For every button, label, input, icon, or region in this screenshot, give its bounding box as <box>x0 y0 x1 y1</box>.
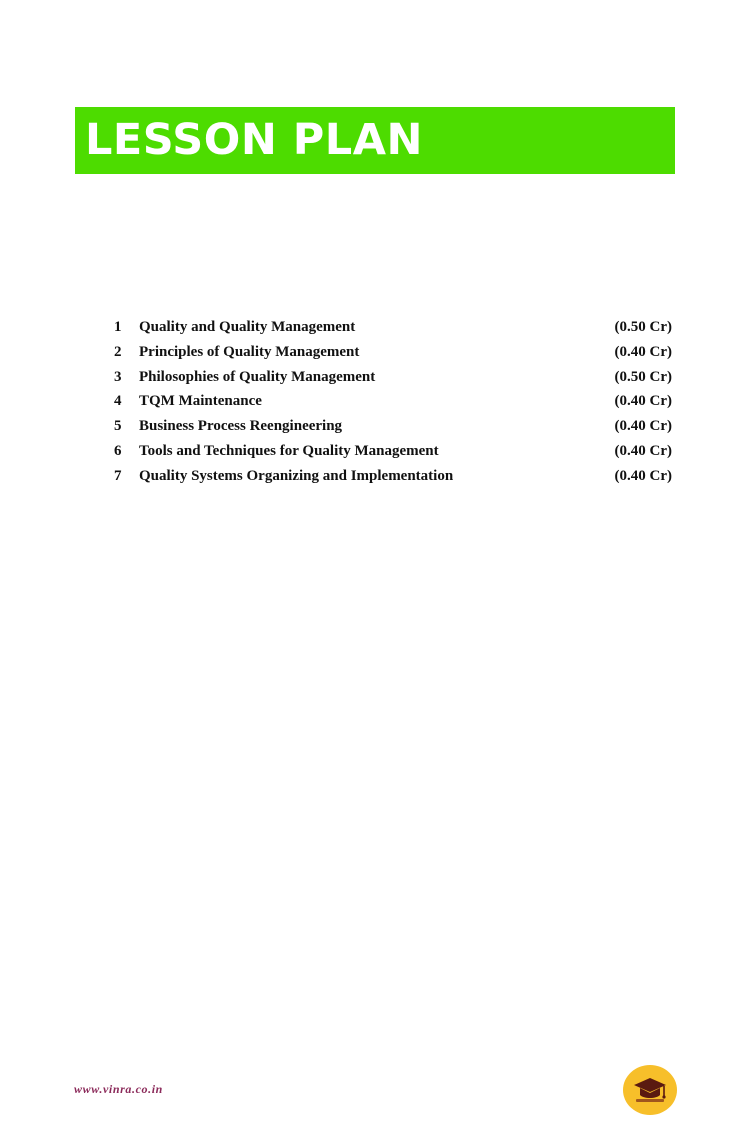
lesson-plan-banner <box>75 107 675 174</box>
list-item <box>114 389 674 414</box>
lesson-number: 7 <box>114 467 122 484</box>
list-item <box>114 340 674 365</box>
website-url: www.vinra.co.in <box>74 1082 163 1096</box>
lesson-credits: (0.40 Cr) <box>614 343 672 360</box>
lesson-title: TQM Maintenance <box>139 393 262 410</box>
vinra-logo <box>623 1065 677 1115</box>
lesson-number: 4 <box>114 393 122 410</box>
lesson-credits: (0.40 Cr) <box>614 393 672 410</box>
list-item <box>114 439 674 464</box>
lesson-credits: (0.40 Cr) <box>614 418 672 435</box>
lesson-number: 1 <box>114 319 122 335</box>
list-item <box>114 315 674 340</box>
lesson-title: Philosophies of Quality Management <box>139 368 376 385</box>
page-title: LESSON PLAN <box>85 115 423 165</box>
lesson-number: 2 <box>114 343 122 360</box>
lesson-title: Quality Systems Organizing and Implementation <box>139 467 454 484</box>
list-item <box>114 464 674 489</box>
lesson-credits: (0.50 Cr) <box>614 319 672 335</box>
lesson-number: 5 <box>114 418 122 435</box>
lesson-number: 6 <box>114 442 122 459</box>
list-item <box>114 414 674 439</box>
lesson-number: 3 <box>114 368 122 385</box>
lesson-title: Quality and Quality Management <box>139 319 356 335</box>
lesson-title: Business Process Reengineering <box>139 418 343 435</box>
lesson-title: Principles of Quality Management <box>139 343 360 360</box>
lesson-title: Tools and Techniques for Quality Management <box>139 442 439 459</box>
lesson-credits: (0.40 Cr) <box>614 467 672 484</box>
lesson-credits: (0.50 Cr) <box>614 368 672 385</box>
lesson-credits: (0.40 Cr) <box>614 442 672 459</box>
lesson-list <box>114 315 674 489</box>
list-item <box>114 365 674 390</box>
graduation-cap-icon <box>632 1075 668 1105</box>
